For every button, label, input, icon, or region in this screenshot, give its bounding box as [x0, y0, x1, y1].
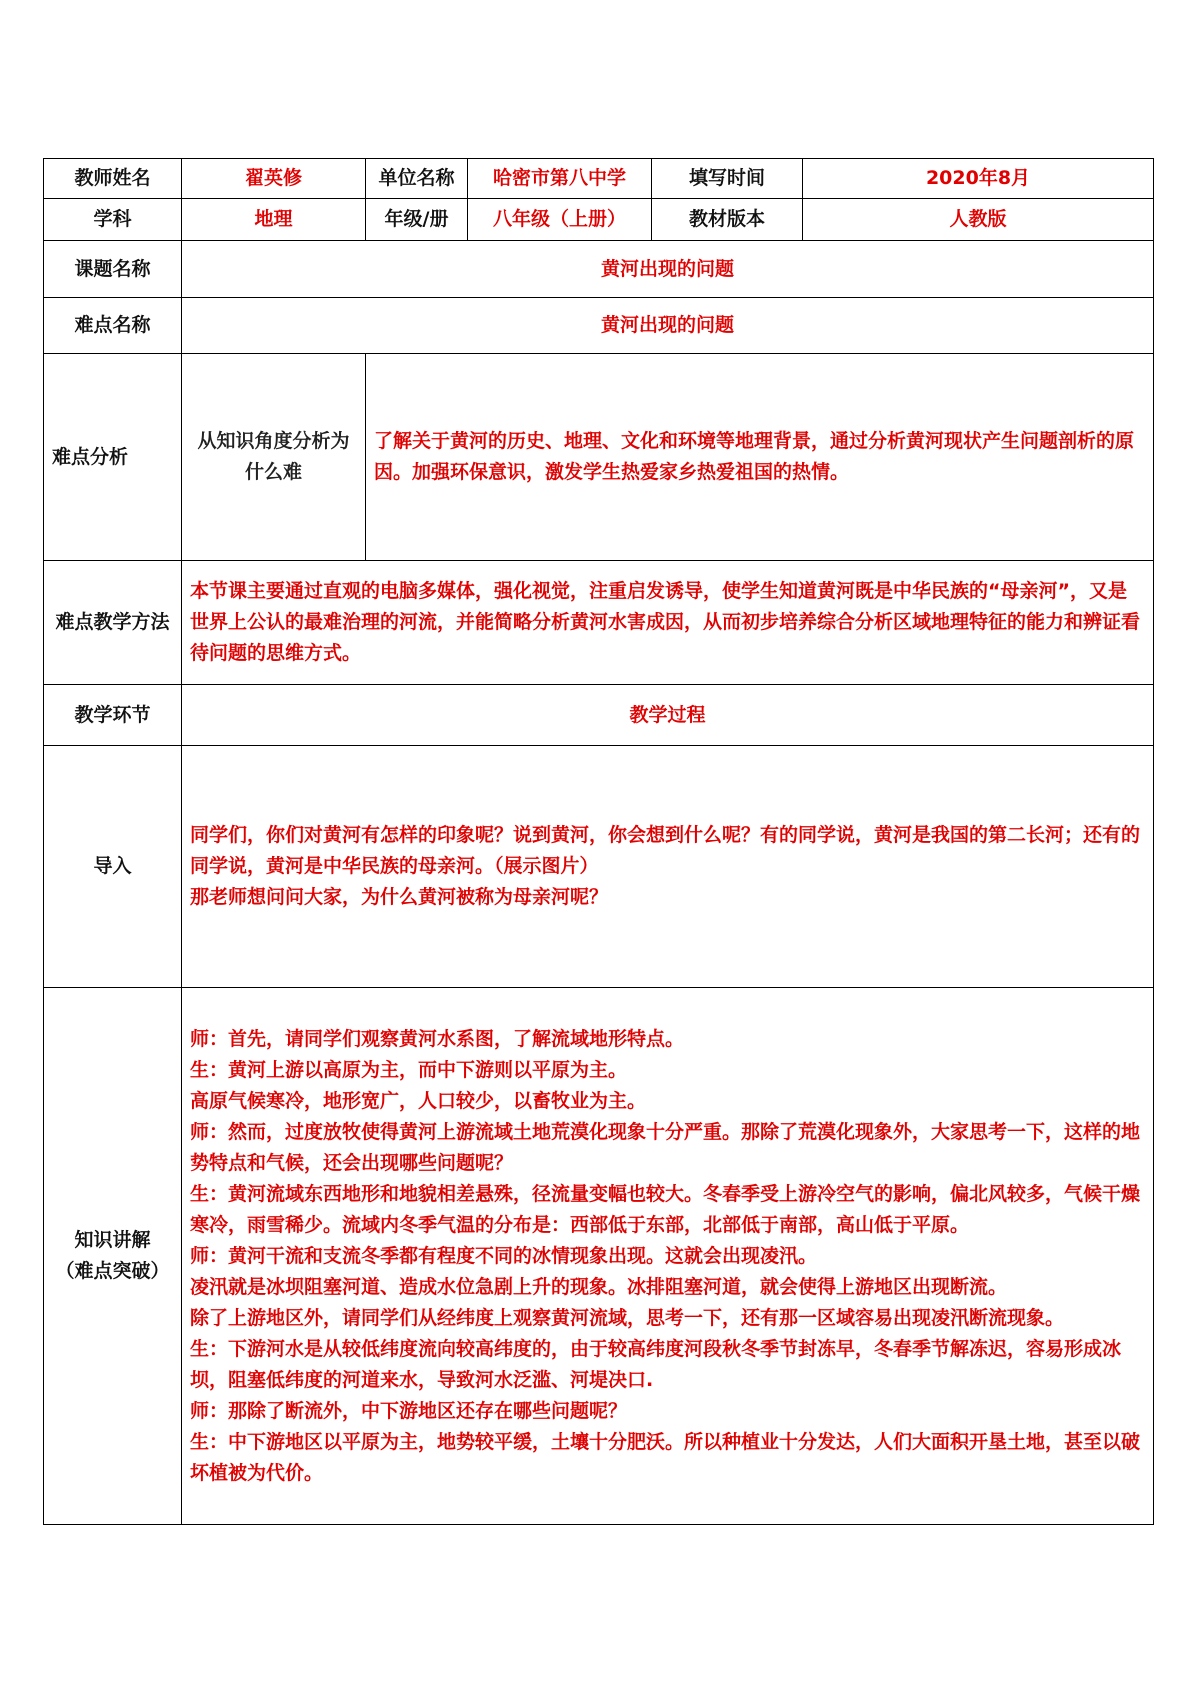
subject-label: 学科	[44, 199, 182, 241]
intro-paragraph: 同学们，你们对黄河有怎样的印象呢？说到黄河，你会想到什么呢？有的同学说，黄河是我国的第二长河；还有的同学说，黄河是中华民族的母亲河。（展示图片）	[190, 824, 1141, 877]
analysis-sub-label: 从知识角度分析为什么难	[182, 354, 366, 561]
topic-value: 黄河出现的问题	[182, 241, 1154, 298]
intro-content	[182, 746, 1154, 988]
knowledge-content	[182, 988, 1154, 1525]
method-row	[44, 561, 1154, 685]
dialogue-line: 生：黄河流域东西地形和地貌相差悬殊，径流量变幅也较大。冬春季受上游冷空气的影响，偏北风较多，气候干燥寒冷，雨雪稀少。流域内冬季气温的分布是：西部低于东部，北部低于南部，高山低于平原。	[190, 1182, 1141, 1236]
grade-value: 八年级（上册）	[468, 199, 652, 241]
subject-value: 地理	[182, 199, 366, 241]
analysis-text: 了解关于黄河的历史、地理、文化和环境等地理背景，通过分析黄河现状产生问题剖析的原因。加强环保意识，激发学生热爱家乡热爱祖国的热情。	[366, 354, 1154, 561]
teacher-name-label: 教师姓名	[44, 159, 182, 199]
process-header-row	[44, 685, 1154, 746]
intro-row	[44, 746, 1154, 988]
dialogue-line: 师：那除了断流外，中下游地区还存在哪些问题呢？	[190, 1399, 628, 1422]
method-text: 本节课主要通过直观的电脑多媒体，强化视觉，注重启发诱导，使学生知道黄河既是中华民族的“母亲河”，又是世界上公认的最难治理的河流，并能简略分析黄河水害成因，从而初步培养综合分析区域地理特征的能力和辨证看待问题的思维方式。	[182, 561, 1154, 685]
difficulty-row	[44, 298, 1154, 354]
grade-label: 年级/册	[366, 199, 468, 241]
dialogue-line: 师：黄河干流和支流冬季都有程度不同的冰情现象出现。这就会出现凌汛。	[190, 1244, 818, 1267]
dialogue-line: 生：下游河水是从较低纬度流向较高纬度的，由于较高纬度河段秋冬季节封冻早，冬春季节解冻迟，容易形成冰坝，阻塞低纬度的河道来水，导致河水泛滥、河堤决口.	[190, 1337, 1122, 1391]
teacher-name-value: 翟英修	[182, 159, 366, 199]
dialogue-line: 凌汛就是冰坝阻塞河道、造成水位急剧上升的现象。冰排阻塞河道，就会使得上游地区出现断流。	[190, 1275, 1008, 1298]
knowledge-label-line-2: （难点突破）	[55, 1260, 170, 1282]
header-row-2	[44, 199, 1154, 241]
lesson-plan-table	[43, 158, 1154, 1525]
header-row-1	[44, 159, 1154, 199]
analysis-label: 难点分析	[44, 354, 182, 561]
process-stage-label: 教学环节	[44, 685, 182, 746]
dialogue-line: 生：中下游地区以平原为主，地势较平缓，土壤十分肥沃。所以种植业十分发达，人们大面积开垦土地，甚至以破坏植被为代价。	[190, 1430, 1141, 1484]
textbook-version-label: 教材版本	[652, 199, 803, 241]
textbook-version-value: 人教版	[803, 199, 1154, 241]
knowledge-label-line-1: 知识讲解	[74, 1229, 151, 1251]
process-label: 教学过程	[182, 685, 1154, 746]
knowledge-row	[44, 988, 1154, 1525]
dialogue-line: 师：首先，请同学们观察黄河水系图，了解流域地形特点。	[190, 1027, 685, 1050]
unit-name-value: 哈密市第八中学	[468, 159, 652, 199]
topic-label: 课题名称	[44, 241, 182, 298]
intro-paragraph: 那老师想问问大家，为什么黄河被称为母亲河呢？	[190, 886, 609, 908]
dialogue-line: 高原气候寒冷，地形宽广，人口较少，以畜牧业为主。	[190, 1089, 647, 1112]
difficulty-value: 黄河出现的问题	[182, 298, 1154, 354]
dialogue-line: 师：然而，过度放牧使得黄河上游流域土地荒漠化现象十分严重。那除了荒漠化现象外，大家思考一下，这样的地势特点和气候，还会出现哪些问题呢？	[190, 1120, 1141, 1174]
fill-date-value: 2020年8月	[803, 159, 1154, 199]
difficulty-label: 难点名称	[44, 298, 182, 354]
intro-label: 导入	[44, 746, 182, 988]
method-label: 难点教学方法	[44, 561, 182, 685]
unit-name-label: 单位名称	[366, 159, 468, 199]
fill-date-label: 填写时间	[652, 159, 803, 199]
dialogue-line: 生：黄河上游以高原为主，而中下游则以平原为主。	[190, 1058, 628, 1081]
topic-row	[44, 241, 1154, 298]
analysis-row	[44, 354, 1154, 561]
dialogue-line: 除了上游地区外，请同学们从经纬度上观察黄河流域，思考一下，还有那一区域容易出现凌汛断流现象。	[190, 1306, 1065, 1329]
knowledge-label	[44, 988, 182, 1525]
